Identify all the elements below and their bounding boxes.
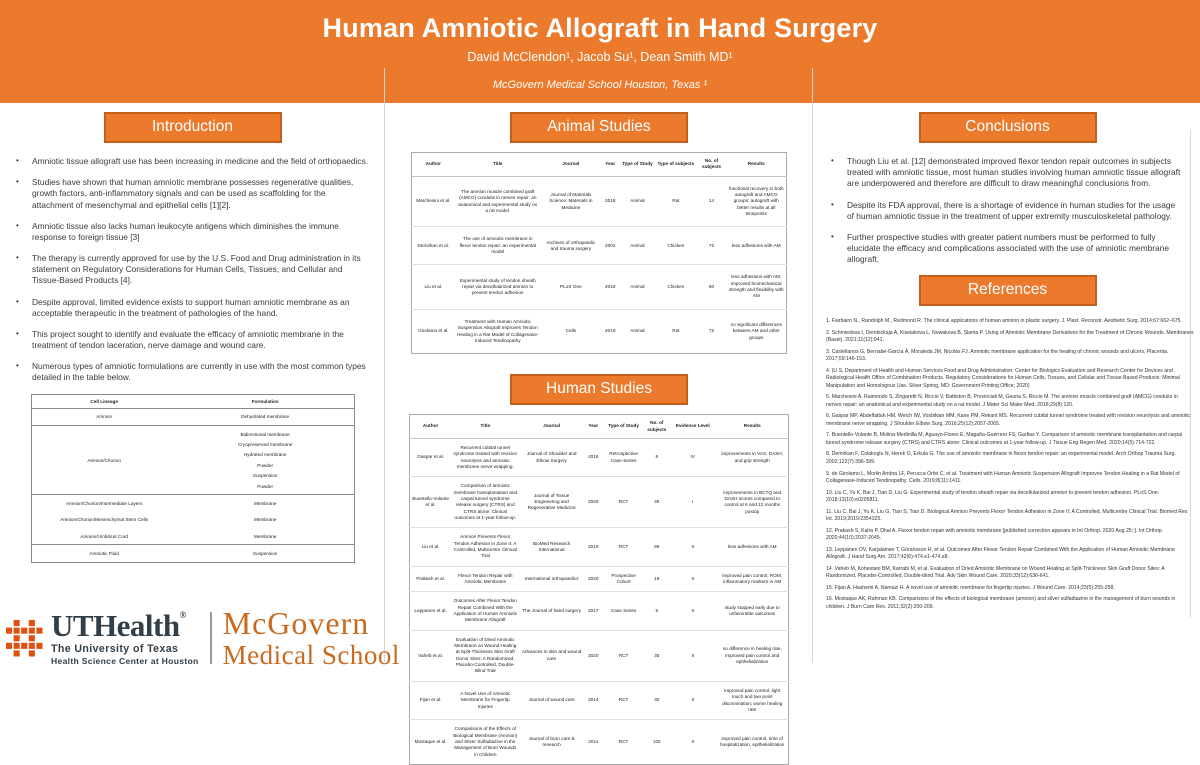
reference-item: 9. de Girolamo L, Morlin Ambra LF, Perucca Orfei C, et al. Treatment with Human Amniotic Suspension Allograft Improves Tendon Healing in a Rat Model of Collagenase-Induced Tendinopathy. Cells. 2019;8(11):1411.	[826, 470, 1180, 484]
cell-title: A Novel Use of Amniotic Membrane for Fingertip Injuries	[451, 681, 519, 719]
animal-study-row	[412, 265, 787, 309]
cell-year: 2019	[605, 328, 616, 334]
reference-item: 6. Gaspar MP, Abdelfattah HM, Welch IW, Vosbikian MM, Kane PM, Rekant MS. Recurrent cubital tunnel syndrome treated with revision neurolysis and amniotic membrane nerve wrapping. J Shoulder Elbow Surg. 2016;25(12):2057-2065.	[826, 413, 1191, 427]
cell-study-type: Animal	[620, 176, 656, 227]
formulation-table-header-lineage: Cell Lineage	[90, 398, 118, 404]
formulation-table-header-formulation: Formulation	[251, 398, 279, 404]
spacer	[385, 354, 813, 370]
conclusions-heading: Conclusions	[919, 112, 1097, 143]
animal-studies-header-cell: Author	[412, 153, 455, 177]
cell-title: Comparisons of the Effects of Biological Membrane (Amnion) and Silver Sulfadiazine in the Management of Burn Wounds in Children	[453, 726, 518, 757]
cell-journal: Journal of wound care	[519, 681, 583, 719]
cell-evidence-level: I	[669, 477, 716, 528]
cell-author: Liu et al.	[412, 265, 455, 309]
cell-year: 2020	[584, 630, 603, 681]
cell-subject-count: 102	[652, 738, 661, 744]
mcgovern-line-1: McGovern	[222, 605, 370, 641]
cell-subject-count: 89	[644, 528, 669, 566]
reference-item: 8. Demirkan F, Colakoglu N, Herek O, Erkula G. The use of amniotic membrane in flexor tendon repair: an experimental model. Arch Orthop Trauma Surg. 2002;122(7):396-399.	[826, 451, 1176, 465]
cell-subject-type: Chicken	[655, 265, 696, 309]
registered-mark: ®	[179, 610, 186, 620]
cell-author: Girolamo et al.	[418, 328, 449, 334]
cell-evidence-level: II	[669, 681, 716, 719]
cell-title: Experimental study of tendon sheath repair via decellularized amnion to prevent tendon adhesion	[455, 265, 541, 309]
cell-study-type: Case Series	[603, 592, 645, 630]
conclusions-bullet: • Though Liu et al. [12] demonstrated improved flexor tendon repair outcomes in subjects treated with amniotic tissue, most human studies involving human amniotic tissue allograft are underpowered and therefore are difficult to draw meaningful conclusions from.	[847, 156, 1188, 190]
cell-study-type: RCT	[603, 528, 645, 566]
formulation-table-row	[32, 494, 354, 511]
cell-evidence-level: IV	[669, 438, 716, 476]
uthealth-subline-1: The University of Texas	[51, 643, 179, 655]
cell-results: less adhesions with AM, improved biomechanical strength and flexibility with AM	[727, 265, 787, 309]
poster-banner	[0, 0, 1200, 103]
cell-results: no difference in healing rate, improved pain control and epithelialization	[716, 630, 788, 681]
cell-evidence-level: II	[669, 528, 716, 566]
introduction-bullet: • Amniotic tissue allograft use has been increasing in medicine and the field of orthopaedics.	[32, 156, 373, 167]
cell-study-type: RCT	[603, 630, 645, 681]
mcgovern-line-2: Medical School	[222, 640, 400, 670]
cell-title: The amnion muscle combined graft (AMCG) conduits in nerves repair: an anatomical and experimental study on a rat model.	[455, 176, 541, 227]
reference-item: 3. Castellanos G, Bernabé-García Á, Moraleda JM, Nicolás FJ. Amniotic membrane application for the healing of chronic wounds and ulcers. Placenta. 2017;59:146-153.	[826, 349, 1169, 363]
cell-results: improvements in VAS, DASH, and grip strength	[716, 438, 788, 476]
cell-study-type: Animal	[620, 265, 656, 309]
cell-subject-type: Chicken	[655, 227, 696, 265]
introduction-section	[0, 108, 385, 563]
reference-item: 16. Mostaque AK, Rahman KB. Comparisons of the effects of biological membrane (amnion) and silver sulfadiazine in the management of burn wounds in children. J Burn Care Res. 2011;32(2):200-209.	[826, 596, 1176, 610]
cell-year: 2018	[601, 176, 620, 227]
cell-year: 2017	[584, 592, 603, 630]
formulation-table-row	[32, 528, 354, 544]
cell-title: Amnion Prevents Flexor Tendon Adhesion in Zone II: A Controlled, Multicentre Clinical Trial	[451, 528, 519, 566]
cell-lineage: Amniotic Fluid	[89, 551, 119, 557]
human-study-row	[410, 528, 789, 566]
poster-affiliation: McGovern Medical School Houston, Texas ¹	[492, 79, 708, 91]
human-study-row	[410, 681, 789, 719]
human-studies-header-cell: Title	[451, 415, 519, 439]
cell-results: study stopped early due to unfavorable outcomes	[716, 592, 788, 630]
cell-year: 2019	[584, 528, 603, 566]
cell-evidence-level: II	[669, 630, 716, 681]
animal-studies-header-row	[412, 153, 787, 177]
cell-year: 2018	[601, 265, 620, 309]
animal-studies-header-cell: Year	[601, 153, 620, 177]
uthealth-subline-2: Health Science Center at Houston	[51, 656, 199, 666]
cell-author: Liu et al.	[410, 528, 452, 566]
human-studies-header-cell: Author	[410, 415, 452, 439]
cell-journal: Advances in skin and wound care	[519, 630, 583, 681]
cell-results: improved pain control, ROM, inflammatory markers in AM	[716, 566, 788, 592]
cell-author: Buentello-Volante et al.	[410, 477, 452, 528]
cell-formulations: Dehydrated membrane	[241, 414, 290, 420]
cell-author: Fijan et al.	[410, 681, 452, 719]
cell-author: Prakash et al.	[410, 566, 452, 592]
cell-results: improved pain control, time of hospitalization, epithelialization	[720, 735, 785, 748]
human-study-row	[410, 477, 789, 528]
animal-study-row	[412, 309, 787, 353]
animal-studies-header-cell: Results	[727, 153, 787, 177]
cell-evidence-level: II	[669, 566, 716, 592]
cell-author: Gaspar et al.	[410, 438, 452, 476]
cell-formulations: Membrane	[253, 533, 277, 539]
human-studies-heading: Human Studies	[510, 374, 688, 405]
conclusions-section	[815, 108, 1200, 615]
cell-title: Outcomes After Flexor Tendon Repair Combined With the Application of Human Amniotic Membrane Allograft	[451, 592, 519, 630]
reference-item: 4. (U.S. Department of Health and Human Services Food and Drug Administration: Center for Biologics Evaluation and Research Center for Devices and Radiological Health Office of Combination Products. Regulatory Considerations for Human Cells, Tissues, and Cellular and Tissue-Based Products: Minimal Manipulation and Homologous Use. Silver Spring, MD: Government Printing Office; 2020)	[826, 368, 1180, 389]
human-studies-header-cell: Results	[716, 415, 788, 439]
cell-subject-count: 5	[644, 592, 669, 630]
cell-journal: Cells	[565, 328, 577, 334]
cell-journal: Journal of Shoulder and Elbow Surgery	[519, 438, 583, 476]
animal-studies-heading: Animal Studies	[510, 112, 688, 143]
cell-study-type: RCT	[618, 738, 629, 744]
cell-subject-count: 30	[644, 681, 669, 719]
animal-studies-header-cell: Journal	[541, 153, 601, 177]
cell-study-type: RCT	[603, 477, 645, 528]
cell-author: Marchesini et al.	[412, 176, 455, 227]
conclusions-bullet-list	[817, 156, 1194, 265]
cell-journal: Journal of burn care & research	[528, 735, 575, 748]
human-study-row	[410, 720, 789, 765]
cell-results: less adhesions with AM	[727, 227, 787, 265]
introduction-bullet: • This project sought to identify and evaluate the efficacy of amniotic membrane in the treatment of tendon laceration, nerve damage and wound care.	[32, 329, 373, 351]
cell-title: Treatment with Human Amniotic Suspension Allograft Improves Tendon Healing in a Rat Model of Collagenase-Induced Tendinopathy	[456, 318, 539, 343]
animal-studies-table-body	[412, 176, 787, 354]
cell-results: improved pain control, light touch and two point discrimination; worse healing rate	[716, 681, 788, 719]
formulation-table-row	[32, 512, 354, 528]
conclusions-bullet: • Despite its FDA approval, there is a shortage of evidence in human studies for the usage of human amniotic tissue in the treatment of upper extremity musculoskeletal pathology.	[847, 200, 1188, 222]
human-studies-header-cell: Year	[584, 415, 603, 439]
conclusions-bullet: • Further prospective studies with greater patient numbers must be performed to fully elucidate the efficacy and complications associated with the use of amniotic membrane allograft.	[847, 232, 1188, 266]
cell-formulations: Bidirectional membrane Cryopreserved membrane Hydrated membrane Powder Suspension Powder	[237, 431, 293, 489]
human-studies-header-row	[410, 415, 789, 439]
introduction-bullet: • Despite approval, limited evidence exists to support human amniotic membrane as an acceptable therapeutic in the treatment of pathologies of the hand.	[32, 297, 373, 319]
cell-subject-count: 35	[644, 630, 669, 681]
cell-subject-count: 60	[697, 265, 727, 309]
animal-studies-header-cell: Type of Study	[620, 153, 656, 177]
cell-lineage: Amnion	[96, 414, 113, 420]
cell-year: 2002	[601, 227, 620, 265]
human-studies-header-cell: Evidence Level	[669, 415, 716, 439]
cell-evidence-level: II	[669, 592, 716, 630]
cell-study-type: Retrospective Case-Series	[603, 438, 645, 476]
poster-authors: David McClendon¹, Jacob Su¹, Dean Smith MD¹	[467, 50, 733, 64]
reference-item: 1. Fairbairn N., Randolph M., Redmond R. The clinical applications of human amnion in plastic surgery. J. Plast. Reconstr. Aesthetic Surg. 2014;67:662–675.	[826, 318, 1182, 325]
cell-results: functional recovery in both autograft and AMCG groups; autograft with better results at all timepoints	[727, 176, 787, 227]
human-studies-header-cell: Journal	[519, 415, 583, 439]
cell-subject-count: 8	[644, 438, 669, 476]
introduction-bullet: • Numerous types of amniotic formulations are currently in use with the most common types detailed in the table below.	[32, 361, 373, 383]
introduction-bullet: • The therapy is currently approved for use by the U.S. Food and Drug administration in its statement on Regulatory Considerations for Human Cells, Tissues, and Cellular and Tissue-Based Products [4].	[32, 253, 373, 287]
cell-results: no significant differences between AM and other groups	[730, 321, 782, 340]
animal-studies-header-cell: Title	[455, 153, 541, 177]
cell-journal: Journal of Materials Science: Materials in Medicine	[541, 176, 601, 227]
cell-subject-count: 19	[644, 566, 669, 592]
cell-formulations: Membrane	[253, 517, 277, 523]
poster-title: Human Amniotic Allograft in Hand Surgery	[322, 13, 878, 43]
cell-title: Recurrent cubital tunnel syndrome treated with revision neurolysis and amniotic membrane nerve wrapping.	[451, 438, 519, 476]
human-studies-table-body	[410, 438, 789, 764]
cell-lineage: Amnion/Chorion/Intermediate Layers	[65, 500, 143, 506]
reference-item: 10. Liu C, Yu K, Bai J, Tian D, Liu G. Experimental study of tendon sheath repair via decellularized amnion to prevent tendon adhesion. PLoS One. 2018;13(10):e0205811.	[826, 489, 1160, 503]
formulation-table-row	[32, 409, 354, 425]
cell-subject-count: 72	[697, 227, 727, 265]
introduction-heading: Introduction	[104, 112, 282, 143]
cell-results: improvements in BCTQ and DASH scores compared to control at 6 and 12 months postop	[716, 477, 788, 528]
cell-author: Leppanen et al.	[410, 592, 452, 630]
cell-year: 2020	[584, 566, 603, 592]
reference-item: 7. Buentello-Volante B, Molina-Medinilla M, Aguayo-Flores E, Magaña-Guerrero FS, Garfias Y. Comparison of amniotic membrane transplantation and carpal tunnel syndrome release surgery (CTRS) and CTRS alone: Clinical outcomes at 1-year follow-up. J Tissue Eng Regen Med. 2020;14(5):714-722.	[826, 432, 1183, 446]
uthealth-wordmark: UTHealth®	[51, 608, 186, 643]
cell-title: Flexor Tendon Repair with Amniotic Membrane	[451, 566, 519, 592]
cell-formulations: Membrane	[253, 500, 277, 506]
cell-title: Evaluation of Dried Amniotic Membrane on Wound Healing at Split-Thickness Skin Graft Donor Sites: A Randomized, Placebo-Controlled, Double-Blind Trial	[451, 630, 519, 681]
cell-journal: BioMed Research International	[519, 528, 583, 566]
human-studies-table	[409, 414, 789, 765]
cell-study-type: Animal	[630, 328, 645, 334]
cell-title: Comparison of amniotic membrane transplantation and carpal tunnel syndrome release surgery (CTRS) and CTRS alone: Clinical outcomes at 1-year follow-up.	[451, 477, 519, 528]
cell-title: The use of amniotic membrane in flexor tendon repair: an experimental model	[455, 227, 541, 265]
human-study-row	[410, 566, 789, 592]
reference-item: 2. Schmiedova I, Dembickaja A, Kiselakova L, Nowakova B, Slama P. Using of Amniotic Membrane Derivatives for the Treatment of Chronic Wounds. Membranes (Basel). 2021;11(12):941.	[826, 330, 1194, 344]
cell-journal: The Journal of hand surgery	[519, 592, 583, 630]
logo-divider	[210, 612, 212, 664]
cell-results: less adhesions with AM	[716, 528, 788, 566]
cell-subject-count: 35	[644, 477, 669, 528]
reference-item: 12. Prakash S, Kalra P, Dhal A. Flexor tendon repair with amniotic membrane [published correction appears in Int Orthop. 2020 Aug 25;:]. Int Orthop. 2020;44(10):2037-2045.	[826, 527, 1164, 541]
formulation-table	[31, 394, 355, 563]
references-heading: References	[919, 275, 1097, 306]
reference-item: 11. Liu C, Bai J, Yu K, Liu G, Tian S, Tian D. Biological Amnion Prevents Flexor Tendon Adhesion in Zone II: A Controlled, Multicentre Clinical Trial. Biomed Res Int. 2019;2019:2354325.	[826, 508, 1188, 522]
animal-study-row	[412, 227, 787, 265]
cell-subject-count: 14	[697, 176, 727, 227]
cell-lineage: Amnion/Umbilical Cord	[80, 533, 128, 539]
references-list	[826, 318, 1194, 611]
animal-studies-table	[411, 152, 787, 354]
cell-study-type: Animal	[620, 227, 656, 265]
formulation-table-row	[32, 425, 354, 494]
introduction-bullet-list	[2, 156, 379, 384]
cell-subject-type: Rat	[672, 328, 680, 334]
animal-studies-header-cell: No. of subjects	[697, 153, 727, 177]
cell-subject-count: 72	[708, 328, 715, 334]
cell-lineage: Amnion/Chorion/Mesenchymal Stem Cells	[60, 517, 149, 523]
cell-subject-type: Rat	[655, 176, 696, 227]
introduction-bullet: • Amniotic tissue also lacks human leukocyte antigens which diminishes the immune response to foreign tissue [3]	[32, 221, 373, 243]
introduction-bullet: • Studies have shown that human amniotic membrane possesses regenerative qualities, growth factors, anti-inflammatory signals and can be used as scaffolding for the attachment of mesenchymal and epithelial cells [1][2].	[32, 177, 373, 211]
human-studies-header-cell: No. of subjects	[644, 415, 669, 439]
cell-year: 2014	[584, 681, 603, 719]
cell-journal: PLoS One	[541, 265, 601, 309]
human-studies-header-cell: Type of Study	[603, 415, 645, 439]
cell-evidence-level: II	[691, 738, 695, 744]
cell-study-type: Prospective Cohort	[603, 566, 645, 592]
human-study-row	[410, 592, 789, 630]
cell-formulations: Suspension	[252, 551, 278, 557]
cell-author: Demirkan et al.	[412, 227, 455, 265]
cell-journal: Journal of Tissue Engineering and Regenerative Medicine	[519, 477, 583, 528]
reference-item: 13. Leppänen OV, Karjalainen T, Göransson H, et al. Outcomes After Flexor Tendon Repair Combined With the Application of Human Amniotic Membrane Allograft. J Hand Surg Am. 2017;42(6):474.e1-474.e8.	[826, 546, 1175, 560]
cell-author: Vaheb et al.	[410, 630, 452, 681]
cell-journal: Archives of orthopaedic and trauma surgery	[541, 227, 601, 265]
cell-journal: International orthopaedics	[519, 566, 583, 592]
cell-study-type: RCT	[603, 681, 645, 719]
uthealth-wordmark-block	[51, 610, 199, 666]
reference-item: 15. Fijan A, Hashemi A, Namazi H. A novel use of amniotic membrane for fingertip injuries. J Wound Care. 2014;23(5):255-258.	[826, 584, 1115, 591]
cell-year: 2020	[584, 477, 603, 528]
uthealth-waffle-icon	[6, 620, 44, 658]
human-study-row	[410, 438, 789, 476]
cell-lineage: Amnion/Chorion	[87, 457, 121, 463]
reference-item: 14. Vaheb M, Kohestani BM, Karrabi M, et al. Evaluation of Dried Amniotic Membrane on Wound Healing at Split-Thickness Skin Graft Donor Sites: A Randomized, Placebo-Controlled, Double-blind Trial. Adv Skin Wound Care. 2020;33(12):636-641.	[826, 565, 1165, 579]
formulation-table-row	[32, 544, 354, 561]
reference-item: 5. Marchesini A, Raimondo S, Zingaretti N, Riccio V, Battiston B, Provinciali M, Geuna S, Riccio M. The amnion muscle combined graft (AMCG) conduits in nerves repair: an anatomical and experimental study on a rat model. J Mater Sci Mater Med. 2018;29(8):120.	[826, 394, 1178, 408]
cell-year: 2016	[584, 438, 603, 476]
animal-study-row	[412, 176, 787, 227]
uthealth-mcgovern-logo	[4, 607, 400, 669]
cell-year: 2011	[588, 738, 599, 744]
formulation-table-body	[32, 409, 354, 562]
cell-author: Mostaque et al.	[414, 738, 447, 744]
formulation-table-header	[32, 395, 354, 409]
animal-studies-header-cell: Type of subjects	[655, 153, 696, 177]
mcgovern-wordmark-block	[223, 607, 400, 669]
human-study-row	[410, 630, 789, 681]
studies-section	[385, 108, 813, 765]
